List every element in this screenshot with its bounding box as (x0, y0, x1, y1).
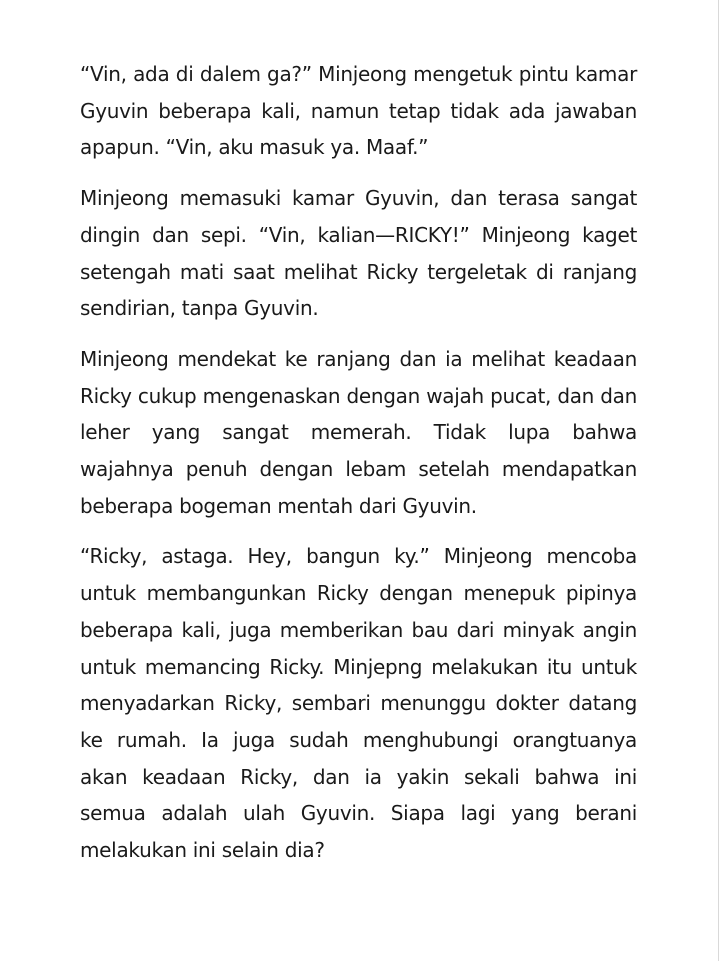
story-page (80, 56, 637, 883)
story-paragraph-2: Minjeong memasuki kamar Gyuvin, dan terasa sangat dingin dan sepi. “Vin, kalian—RICKY!” Minjeong kaget setengah mati saat melihat Ricky tergeletak di ranjang sendirian, tanpa Gyuvin. (80, 186, 637, 321)
story-paragraph-4: “Ricky, astaga. Hey, bangun ky.” Minjeong mencoba untuk membangunkan Ricky dengan menepuk pipinya beberapa kali, juga memberikan bau dari minyak angin untuk memancing Ricky. Minjepng melakukan itu untuk menyadarkan Ricky, sembari menunggu dokter datang ke rumah. Ia juga sudah menghubungi orangtuanya akan keadaan Ricky, dan ia yakin sekali bahwa ini semua adalah ulah Gyuvin. Siapa lagi yang berani melakukan ini selain dia? (80, 544, 637, 863)
story-paragraph-1: “Vin, ada di dalem ga?” Minjeong mengetuk pintu kamar Gyuvin beberapa kali, namun tetap tidak ada jawaban apapun. “Vin, aku masuk ya. Maaf.” (80, 62, 637, 160)
story-paragraph-3: Minjeong mendekat ke ranjang dan ia melihat keadaan Ricky cukup mengenaskan dengan wajah pucat, dan dan leher yang sangat memerah. Tidak lupa bahwa wajahnya penuh dengan lebam setelah mendapatkan beberapa bogeman mentah dari Gyuvin. (80, 346, 637, 518)
